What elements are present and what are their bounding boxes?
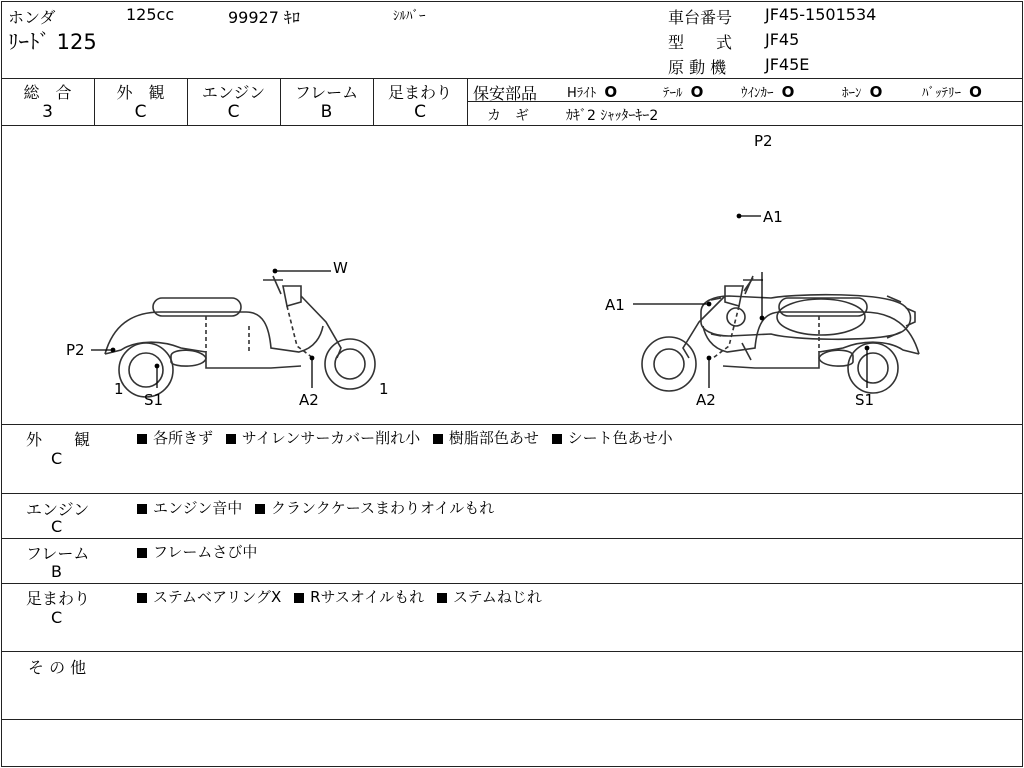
note-item: クランクケースまわりオイルもれ bbox=[271, 499, 495, 517]
notes-frame-grade: B bbox=[51, 562, 62, 581]
notes-suspension-grade: C bbox=[51, 608, 63, 627]
notes-suspension-title: 足まわり bbox=[26, 589, 91, 608]
safety-item-mark: O bbox=[969, 83, 982, 101]
divider bbox=[1, 719, 1022, 720]
key-label: カ ギ bbox=[487, 108, 529, 124]
safety-item-mark: O bbox=[690, 83, 704, 101]
bullet-square-icon bbox=[137, 504, 147, 514]
displacement: 125cc bbox=[126, 5, 175, 24]
safety-item-headlight bbox=[567, 82, 617, 101]
notes-frame-list bbox=[137, 541, 257, 562]
divider bbox=[1, 493, 1022, 494]
grade-engine-label: エンジン bbox=[201, 83, 266, 102]
damage-label: A2 bbox=[696, 391, 716, 409]
safety-item-winker bbox=[741, 82, 794, 101]
maker: ホンダ bbox=[8, 8, 56, 27]
note-item: 樹脂部色あせ bbox=[448, 429, 539, 447]
grade-frame-value: B bbox=[320, 102, 333, 122]
notes-other-title: そ の 他 bbox=[28, 658, 87, 677]
grade-suspension-value: C bbox=[414, 102, 426, 122]
damage-label: A1 bbox=[763, 208, 783, 226]
divider bbox=[467, 101, 1022, 102]
safety-item-mark: O bbox=[604, 83, 618, 101]
scooter-left-side bbox=[105, 276, 375, 397]
scooter-top-view bbox=[701, 278, 915, 360]
notes-exterior-grade: C bbox=[51, 449, 63, 468]
safety-item-label: ﾃｰﾙ bbox=[663, 86, 683, 101]
damage-label: 1 bbox=[379, 380, 389, 398]
notes-engine-grade: C bbox=[51, 517, 63, 536]
damage-label: P2 bbox=[66, 341, 85, 359]
safety-item-label: ﾎｰﾝ bbox=[842, 86, 862, 101]
bullet-square-icon bbox=[137, 548, 147, 558]
safety-item-tail bbox=[663, 82, 703, 101]
safety-item-battery bbox=[922, 82, 982, 101]
safety-item-mark: O bbox=[781, 83, 795, 101]
type-value: JF45 bbox=[765, 30, 800, 49]
type-label: 型 式 bbox=[668, 33, 733, 52]
note-item: シート色あせ小 bbox=[567, 429, 673, 447]
grade-exterior-value: C bbox=[134, 102, 147, 122]
safety-item-mark: O bbox=[869, 83, 883, 101]
damage-label: 1 bbox=[114, 380, 124, 398]
damage-label: A1 bbox=[605, 296, 625, 314]
note-item: サイレンサーカバー削れ小 bbox=[241, 429, 421, 447]
divider bbox=[1, 424, 1022, 425]
safety-item-label: ﾊﾞｯﾃﾘｰ bbox=[922, 86, 961, 101]
grade-suspension-label: 足まわり bbox=[387, 83, 452, 102]
divider bbox=[1, 583, 1022, 584]
scooter-right-side bbox=[642, 276, 919, 393]
color: ｼﾙﾊﾞｰ bbox=[393, 9, 426, 24]
damage-label: P2 bbox=[754, 132, 773, 150]
bullet-square-icon bbox=[137, 434, 147, 444]
damage-label: W bbox=[333, 259, 348, 277]
notes-exterior-list bbox=[137, 427, 673, 448]
grade-overall-value: 3 bbox=[42, 102, 53, 122]
damage-label: S1 bbox=[855, 391, 875, 409]
model-name: ﾘｰﾄﾞ 125 bbox=[8, 30, 97, 54]
damage-label: A2 bbox=[299, 391, 319, 409]
frame-number-label: 車台番号 bbox=[668, 8, 733, 27]
notes-engine-list bbox=[137, 497, 494, 518]
damage-diagram bbox=[1, 126, 1023, 424]
bullet-square-icon bbox=[294, 593, 304, 603]
note-item: 各所きず bbox=[153, 429, 214, 447]
divider bbox=[1, 651, 1022, 652]
notes-engine-title: エンジン bbox=[26, 500, 90, 519]
note-item: フレームさび中 bbox=[153, 543, 258, 561]
note-item: ステムねじれ bbox=[452, 588, 542, 606]
key-value: ｶｷﾞ2 ｼｬｯﾀｰｷｰ2 bbox=[566, 108, 659, 124]
bullet-square-icon bbox=[433, 434, 443, 444]
bullet-square-icon bbox=[226, 434, 236, 444]
bullet-square-icon bbox=[552, 434, 562, 444]
safety-item-label: Hﾗｲﾄ bbox=[567, 86, 597, 101]
note-item: エンジン音中 bbox=[153, 499, 243, 517]
grade-frame-label: フレーム bbox=[294, 83, 359, 102]
damage-label: S1 bbox=[144, 391, 164, 409]
safety-item-horn bbox=[842, 82, 882, 101]
notes-exterior-title: 外 観 bbox=[26, 430, 91, 449]
note-item: ステムベアリングX bbox=[153, 588, 282, 606]
engine-label: 原 動 機 bbox=[668, 58, 727, 77]
safety-parts-title: 保安部品 bbox=[473, 84, 538, 103]
bullet-square-icon bbox=[137, 593, 147, 603]
safety-item-label: ｳｲﾝｶｰ bbox=[741, 86, 774, 101]
grade-overall-label: 総 合 bbox=[23, 83, 72, 102]
divider bbox=[1, 78, 1022, 79]
notes-frame-title: フレーム bbox=[26, 544, 90, 563]
divider bbox=[1, 538, 1022, 539]
grade-engine-value: C bbox=[227, 102, 240, 122]
notes-suspension-list bbox=[137, 586, 542, 607]
bullet-square-icon bbox=[437, 593, 447, 603]
engine-value: JF45E bbox=[765, 55, 810, 74]
grade-exterior-label: 外 観 bbox=[116, 83, 165, 102]
frame-number: JF45-1501534 bbox=[765, 5, 877, 24]
divider bbox=[467, 78, 468, 125]
mileage: 99927 ｷﾛ bbox=[228, 8, 300, 27]
note-item: Rサスオイルもれ bbox=[310, 588, 425, 606]
bullet-square-icon bbox=[255, 504, 265, 514]
